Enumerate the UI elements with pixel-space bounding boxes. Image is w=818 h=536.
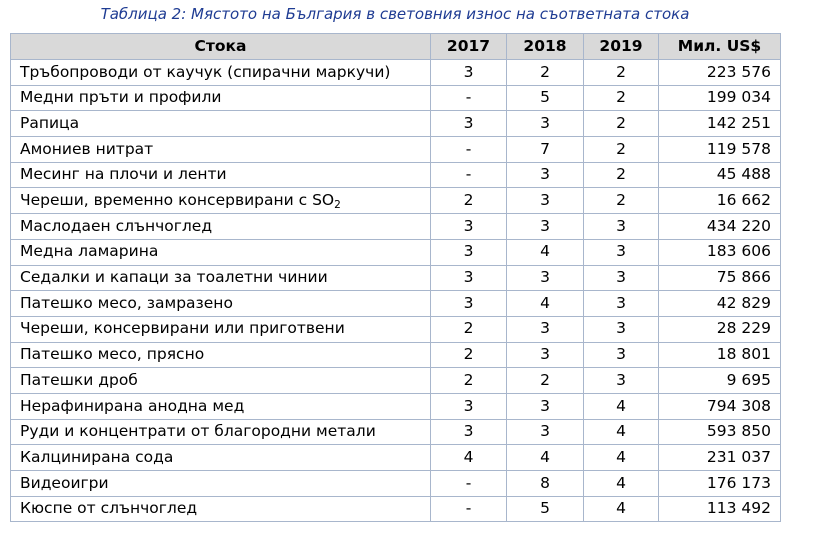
cell-rank-2018: 3 bbox=[507, 393, 584, 419]
cell-value: 113 492 bbox=[659, 496, 781, 522]
cell-value: 45 488 bbox=[659, 162, 781, 188]
cell-rank-2017: 3 bbox=[431, 111, 507, 137]
product-name-text: Патешки дроб bbox=[20, 370, 138, 389]
cell-rank-2018: 3 bbox=[507, 162, 584, 188]
cell-rank-2018: 5 bbox=[507, 496, 584, 522]
cell-rank-2019: 4 bbox=[584, 393, 659, 419]
product-name-text: Месинг на плочи и ленти bbox=[20, 165, 227, 184]
cell-product-name bbox=[11, 188, 431, 214]
cell-value: 183 606 bbox=[659, 239, 781, 265]
cell-rank-2019: 3 bbox=[584, 265, 659, 291]
product-name-text: Рапица bbox=[20, 113, 80, 132]
cell-value: 794 308 bbox=[659, 393, 781, 419]
cell-value: 119 578 bbox=[659, 137, 781, 163]
cell-product-name bbox=[11, 471, 431, 497]
product-name-text: Патешко месо, прясно bbox=[20, 345, 205, 364]
cell-rank-2019: 4 bbox=[584, 445, 659, 471]
cell-rank-2017: 3 bbox=[431, 265, 507, 291]
table-row bbox=[11, 214, 781, 240]
header-cell-2019: 2019 bbox=[584, 34, 659, 60]
cell-product-name bbox=[11, 368, 431, 394]
cell-rank-2019: 3 bbox=[584, 342, 659, 368]
cell-rank-2018: 4 bbox=[507, 239, 584, 265]
table-row bbox=[11, 111, 781, 137]
header-cell-product: Стока bbox=[11, 34, 431, 60]
header-cell-2017: 2017 bbox=[431, 34, 507, 60]
cell-product-name bbox=[11, 111, 431, 137]
cell-product-name bbox=[11, 162, 431, 188]
product-name-text: Седалки и капаци за тоалетни чинии bbox=[20, 268, 328, 287]
cell-rank-2019: 2 bbox=[584, 60, 659, 86]
cell-rank-2018: 3 bbox=[507, 419, 584, 445]
product-name-text: Череши, временно консервирани с SO bbox=[20, 191, 335, 210]
cell-rank-2017: 2 bbox=[431, 368, 507, 394]
cell-rank-2018: 3 bbox=[507, 214, 584, 240]
cell-rank-2017: - bbox=[431, 162, 507, 188]
table-row bbox=[11, 188, 781, 214]
cell-value: 142 251 bbox=[659, 111, 781, 137]
cell-rank-2019: 2 bbox=[584, 188, 659, 214]
product-name-text: Видеоигри bbox=[20, 473, 109, 492]
product-name-text: Нерафинирана анодна мед bbox=[20, 396, 245, 415]
product-name-text: Амониев нитрат bbox=[20, 139, 154, 158]
cell-product-name bbox=[11, 445, 431, 471]
cell-rank-2017: 2 bbox=[431, 342, 507, 368]
table-row bbox=[11, 419, 781, 445]
cell-rank-2019: 2 bbox=[584, 111, 659, 137]
cell-value: 9 695 bbox=[659, 368, 781, 394]
cell-rank-2017: - bbox=[431, 496, 507, 522]
table-row bbox=[11, 162, 781, 188]
header-cell-2018: 2018 bbox=[507, 34, 584, 60]
cell-rank-2019: 3 bbox=[584, 316, 659, 342]
product-name-text: Патешко месо, замразено bbox=[20, 293, 233, 312]
product-name-text: Череши, консервирани или приготвени bbox=[20, 319, 345, 338]
cell-rank-2017: 3 bbox=[431, 60, 507, 86]
cell-product-name bbox=[11, 239, 431, 265]
cell-rank-2017: - bbox=[431, 137, 507, 163]
cell-rank-2017: 3 bbox=[431, 393, 507, 419]
table-row bbox=[11, 85, 781, 111]
cell-value: 199 034 bbox=[659, 85, 781, 111]
cell-value: 434 220 bbox=[659, 214, 781, 240]
cell-rank-2018: 3 bbox=[507, 342, 584, 368]
cell-rank-2017: 3 bbox=[431, 419, 507, 445]
cell-value: 176 173 bbox=[659, 471, 781, 497]
cell-value: 28 229 bbox=[659, 316, 781, 342]
cell-rank-2019: 3 bbox=[584, 368, 659, 394]
cell-value: 223 576 bbox=[659, 60, 781, 86]
cell-value: 42 829 bbox=[659, 291, 781, 317]
table-row bbox=[11, 265, 781, 291]
cell-rank-2019: 2 bbox=[584, 85, 659, 111]
cell-rank-2019: 4 bbox=[584, 419, 659, 445]
data-table bbox=[10, 33, 781, 522]
header-cell-value: Мил. US$ bbox=[659, 34, 781, 60]
cell-product-name bbox=[11, 393, 431, 419]
cell-product-name bbox=[11, 214, 431, 240]
cell-product-name bbox=[11, 85, 431, 111]
product-name-text: Маслодаен слънчоглед bbox=[20, 216, 213, 235]
table-row bbox=[11, 239, 781, 265]
cell-value: 18 801 bbox=[659, 342, 781, 368]
cell-product-name bbox=[11, 419, 431, 445]
table-row bbox=[11, 471, 781, 497]
cell-product-name bbox=[11, 60, 431, 86]
cell-rank-2019: 3 bbox=[584, 291, 659, 317]
cell-rank-2017: 2 bbox=[431, 316, 507, 342]
product-name-text: Калцинирана сода bbox=[20, 447, 174, 466]
product-name-text: Медна ламарина bbox=[20, 242, 159, 261]
cell-product-name bbox=[11, 342, 431, 368]
table-header-row bbox=[11, 34, 781, 60]
product-name-text: Кюспе от слънчоглед bbox=[20, 499, 198, 518]
cell-rank-2019: 2 bbox=[584, 137, 659, 163]
cell-value: 593 850 bbox=[659, 419, 781, 445]
table-row bbox=[11, 445, 781, 471]
table-row bbox=[11, 291, 781, 317]
cell-rank-2019: 3 bbox=[584, 214, 659, 240]
cell-product-name bbox=[11, 137, 431, 163]
cell-rank-2018: 4 bbox=[507, 291, 584, 317]
table-header bbox=[11, 34, 781, 60]
cell-rank-2019: 3 bbox=[584, 239, 659, 265]
product-name-text: Тръбопроводи от каучук (спирачни маркучи) bbox=[20, 62, 391, 81]
cell-rank-2018: 4 bbox=[507, 445, 584, 471]
cell-rank-2017: - bbox=[431, 85, 507, 111]
table-title: Таблица 2: Мястото на България в световния износ на съответната стока bbox=[100, 5, 690, 23]
cell-rank-2018: 5 bbox=[507, 85, 584, 111]
table-row bbox=[11, 137, 781, 163]
cell-rank-2018: 7 bbox=[507, 137, 584, 163]
cell-rank-2019: 4 bbox=[584, 496, 659, 522]
cell-product-name bbox=[11, 316, 431, 342]
cell-rank-2018: 3 bbox=[507, 265, 584, 291]
cell-value: 231 037 bbox=[659, 445, 781, 471]
cell-rank-2017: 4 bbox=[431, 445, 507, 471]
cell-rank-2018: 2 bbox=[507, 60, 584, 86]
table-body bbox=[11, 60, 781, 522]
cell-rank-2017: - bbox=[431, 471, 507, 497]
product-name-text: Руди и концентрати от благородни метали bbox=[20, 422, 376, 441]
cell-rank-2017: 2 bbox=[431, 188, 507, 214]
table-row bbox=[11, 368, 781, 394]
cell-rank-2018: 3 bbox=[507, 316, 584, 342]
cell-rank-2018: 8 bbox=[507, 471, 584, 497]
cell-rank-2017: 3 bbox=[431, 291, 507, 317]
cell-value: 16 662 bbox=[659, 188, 781, 214]
cell-rank-2018: 3 bbox=[507, 111, 584, 137]
cell-rank-2017: 3 bbox=[431, 239, 507, 265]
cell-rank-2018: 3 bbox=[507, 188, 584, 214]
cell-rank-2017: 3 bbox=[431, 214, 507, 240]
table-row bbox=[11, 316, 781, 342]
cell-value: 75 866 bbox=[659, 265, 781, 291]
cell-product-name bbox=[11, 291, 431, 317]
product-name-text: Медни пръти и профили bbox=[20, 88, 222, 107]
cell-rank-2019: 2 bbox=[584, 162, 659, 188]
cell-rank-2018: 2 bbox=[507, 368, 584, 394]
table-row bbox=[11, 496, 781, 522]
product-name-subscript: 2 bbox=[334, 198, 341, 211]
cell-rank-2019: 4 bbox=[584, 471, 659, 497]
table-row bbox=[11, 60, 781, 86]
cell-product-name bbox=[11, 496, 431, 522]
table-row bbox=[11, 393, 781, 419]
cell-product-name bbox=[11, 265, 431, 291]
table-row bbox=[11, 342, 781, 368]
